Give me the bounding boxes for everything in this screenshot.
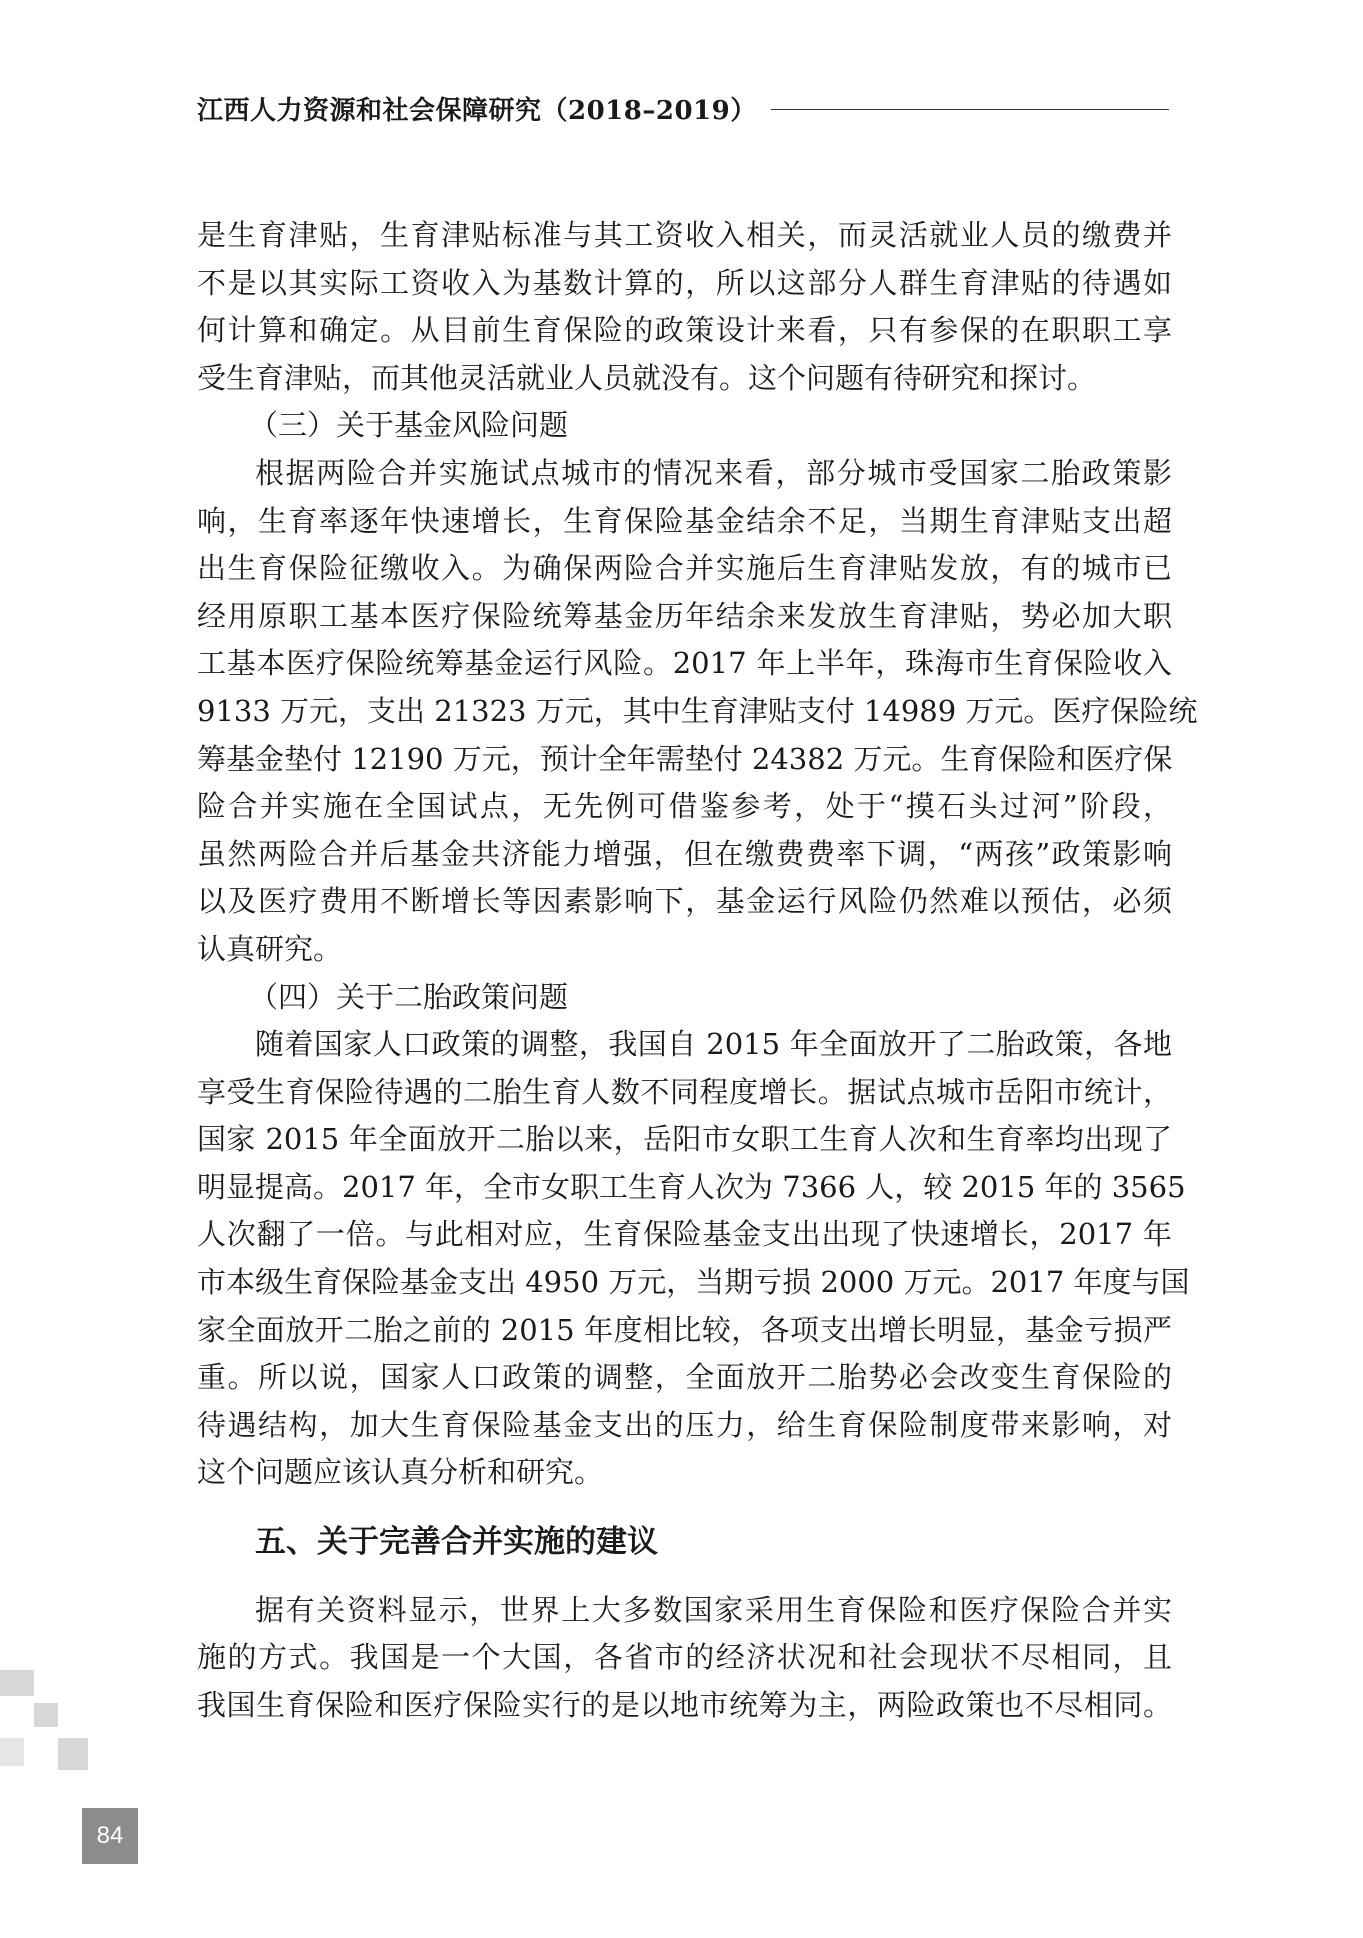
paragraph-line: 险合并实施在全国试点，无先例可借鉴参考，处于“摸石头过河”阶段， <box>197 789 1172 824</box>
paragraph-line: 人次翻了一倍。与此相对应，生育保险基金支出出现了快速增长，2017 年 <box>197 1217 1172 1252</box>
paragraph-line: 我国生育保险和医疗保险实行的是以地市统筹为主，两险政策也不尽相同。 <box>197 1687 1172 1722</box>
header-rule <box>771 109 1169 110</box>
paragraph-line: 明显提高。2017 年，全市女职工生育人次为 7366 人，较 2015 年的 3565 <box>197 1169 1186 1204</box>
decorative-square <box>58 1738 88 1770</box>
paragraph-line: 据有关资料显示，世界上大多数国家采用生育保险和医疗保险合并实 <box>255 1592 1172 1627</box>
paragraph-line: 这个问题应该认真分析和研究。 <box>197 1455 604 1490</box>
paragraph-line: 虽然两险合并后基金共济能力增强，但在缴费费率下调，“两孩”政策影响 <box>197 836 1172 871</box>
paragraph-line: 经用原职工基本医疗保险统筹基金历年结余来发放生育津贴，势必加大职 <box>197 598 1172 633</box>
section-heading-5: 五、关于完善合并实施的建议 <box>255 1524 658 1561</box>
body-text <box>197 212 1198 1729</box>
paragraph-line: 以及医疗费用不断增长等因素影响下，基金运行风险仍然难以预估，必须 <box>197 884 1172 919</box>
paragraph-line: 认真研究。 <box>197 931 343 966</box>
paragraph-line: 筹基金垫付 12190 万元，预计全年需垫付 24382 万元。生育保险和医疗保 <box>197 741 1173 776</box>
running-header <box>197 88 1169 128</box>
paragraph-line: 施的方式。我国是一个大国，各省市的经济状况和社会现状不尽相同，且 <box>197 1640 1172 1675</box>
paragraph-line: 不是以其实际工资收入为基数计算的，所以这部分人群生育津贴的待遇如 <box>197 265 1172 300</box>
paragraph-line: 重。所以说，国家人口政策的调整，全面放开二胎势必会改变生育保险的 <box>197 1360 1172 1395</box>
paragraph-4 <box>197 1587 1172 1730</box>
subheading-second-child-policy: （四）关于二胎政策问题 <box>249 979 569 1014</box>
paragraph-line: 响，生育率逐年快速增长，生育保险基金结余不足，当期生育津贴支出超 <box>197 503 1172 538</box>
paragraph-1 <box>197 212 1172 402</box>
decorative-square <box>34 1703 58 1727</box>
paragraph-3 <box>197 1021 1190 1497</box>
paragraph-2 <box>197 450 1198 974</box>
page-number: 84 <box>82 1808 138 1864</box>
paragraph-line: 享受生育保险待遇的二胎生育人数不同程度增长。据试点城市岳阳市统计， <box>197 1074 1172 1109</box>
paragraph-line: 工基本医疗保险统筹基金运行风险。2017 年上半年，珠海市生育保险收入 <box>197 646 1172 681</box>
running-header-title: 江西人力资源和社会保障研究（2018–2019） <box>197 95 757 126</box>
paragraph-line: 市本级生育保险基金支出 4950 万元，当期亏损 2000 万元。2017 年度与国 <box>197 1265 1190 1300</box>
paragraph-line: 待遇结构，加大生育保险基金支出的压力，给生育保险制度带来影响，对 <box>197 1407 1172 1442</box>
decorative-square <box>0 1738 24 1766</box>
decorative-square <box>0 1670 34 1696</box>
paragraph-line: 出生育保险征缴收入。为确保两险合并实施后生育津贴发放，有的城市已 <box>197 551 1172 586</box>
paragraph-line: 根据两险合并实施试点城市的情况来看，部分城市受国家二胎政策影 <box>255 455 1172 490</box>
paragraph-line: 随着国家人口政策的调整，我国自 2015 年全面放开了二胎政策，各地 <box>255 1027 1172 1062</box>
paragraph-line: 9133 万元，支出 21323 万元，其中生育津贴支付 14989 万元。医疗保险统 <box>197 693 1198 728</box>
paragraph-line: 何计算和确定。从目前生育保险的政策设计来看，只有参保的在职职工享 <box>197 313 1172 348</box>
subheading-fund-risk: （三）关于基金风险问题 <box>249 408 569 443</box>
paragraph-line: 国家 2015 年全面放开二胎以来，岳阳市女职工生育人次和生育率均出现了 <box>197 1122 1172 1157</box>
paragraph-line: 是生育津贴，生育津贴标准与其工资收入相关，而灵活就业人员的缴费并 <box>197 218 1172 252</box>
paragraph-line: 受生育津贴，而其他灵活就业人员就没有。这个问题有待研究和探讨。 <box>197 360 1097 395</box>
paragraph-line: 家全面放开二胎之前的 2015 年度相比较，各项支出增长明显，基金亏损严 <box>197 1312 1172 1347</box>
